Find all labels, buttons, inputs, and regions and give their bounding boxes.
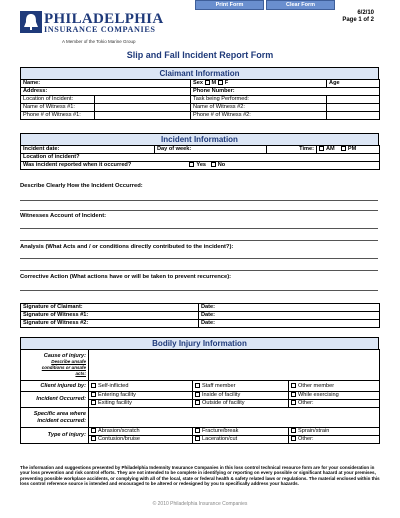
day-of-week-field[interactable]: Day of week: xyxy=(155,146,267,154)
address-field[interactable]: Address: xyxy=(21,88,191,96)
claimant-signature-field[interactable]: Signature of Claimant: xyxy=(21,304,199,312)
staff-member-option[interactable] xyxy=(193,381,289,392)
cause-sub1: Describe unsafe xyxy=(51,359,86,364)
pm-label: PM xyxy=(347,146,357,153)
abrasion-label: Abrasion/scratch xyxy=(98,428,140,435)
corrective-question: Corrective Action (What actions have or will be taken to prevent recurrence): xyxy=(20,274,232,280)
ampm-field xyxy=(317,146,380,154)
page-title: Slip and Fall Incident Report Form xyxy=(126,50,274,60)
contusion-label: Contusion/bruise xyxy=(98,436,140,443)
cause-of-injury-input[interactable] xyxy=(89,350,380,381)
exiting-label: Exiting facility xyxy=(98,400,132,407)
contusion-checkbox[interactable] xyxy=(91,436,96,441)
time-field[interactable]: Time: xyxy=(267,146,317,154)
witness2-signature-field[interactable]: Signature of Witness #2: xyxy=(21,320,199,328)
signature-table xyxy=(20,303,380,328)
staff-member-label: Staff member xyxy=(202,382,236,389)
cause-of-injury-label xyxy=(21,350,89,381)
phone-field[interactable]: Phone Number: xyxy=(191,88,380,96)
corrective-answer-line[interactable] xyxy=(20,290,378,291)
self-inflicted-checkbox[interactable] xyxy=(91,383,96,388)
type-other-option[interactable] xyxy=(289,436,380,444)
injured-by-label: Client injured by: xyxy=(21,381,89,392)
witness1-phone-input[interactable] xyxy=(95,112,191,120)
copyright-text: © 2010 Philadelphia Insurance Companies xyxy=(152,501,248,507)
describe-question: Describe Clearly How the Incident Occurred: xyxy=(20,183,143,189)
other-member-label: Other member xyxy=(298,382,335,389)
laceration-option[interactable] xyxy=(193,436,289,444)
entering-label: Entering facility xyxy=(98,392,136,399)
laceration-checkbox[interactable] xyxy=(195,436,200,441)
witness2-input[interactable] xyxy=(327,104,380,112)
witness2-signature-date[interactable]: Date: xyxy=(199,320,380,328)
form-date: 6/2/10 xyxy=(357,10,374,16)
analysis-answer-line[interactable] xyxy=(20,270,378,271)
witness2-phone-label: Phone # of Witness #2: xyxy=(191,112,327,120)
task-input[interactable] xyxy=(327,96,380,104)
claimant-section-header: Claimant Information xyxy=(20,67,379,80)
cause-label: Cause of injury: xyxy=(43,353,86,359)
liberty-bell-icon xyxy=(20,11,42,33)
analysis-question: Analysis (What Acts and / or conditions directly contributed to the incident?): xyxy=(20,244,234,250)
specific-area-input[interactable] xyxy=(89,408,380,428)
form-toolbar xyxy=(195,0,335,10)
contusion-option[interactable] xyxy=(89,436,193,444)
name-field[interactable]: Name: xyxy=(21,80,191,88)
outside-option[interactable] xyxy=(193,400,289,408)
location-label: Location of Incident: xyxy=(21,96,95,104)
page-number: Page 1 of 2 xyxy=(342,17,374,23)
occurred-other-checkbox[interactable] xyxy=(291,400,296,405)
sex-m-checkbox[interactable] xyxy=(205,80,210,85)
exercising-option[interactable] xyxy=(289,392,380,400)
outside-label: Outside of facility xyxy=(202,400,245,407)
witness2-phone-input[interactable] xyxy=(327,112,380,120)
type-other-checkbox[interactable] xyxy=(291,436,296,441)
other-member-option[interactable] xyxy=(289,381,380,392)
sex-m-label: M xyxy=(211,80,217,87)
reported-field xyxy=(21,162,380,170)
witness1-input[interactable] xyxy=(95,104,191,112)
witness1-signature-field[interactable]: Signature of Witness #1: xyxy=(21,312,199,320)
cause-sub3: acts: xyxy=(75,371,86,376)
witness1-signature-date[interactable]: Date: xyxy=(199,312,380,320)
clear-form-button[interactable]: Clear Form xyxy=(266,0,335,10)
witness2-label: Name of Witness #2: xyxy=(191,104,327,112)
witness-answer-line[interactable] xyxy=(20,240,378,241)
inside-option[interactable] xyxy=(193,392,289,400)
specific-area-label xyxy=(21,408,89,428)
reported-label: Was incident reported when it occurred? xyxy=(23,162,132,169)
brand-name: PHILADELPHIA xyxy=(44,11,164,27)
incident-section-header: Incident Information xyxy=(20,133,379,146)
injury-table xyxy=(20,349,380,444)
reported-yes-label: Yes xyxy=(196,162,207,169)
outside-checkbox[interactable] xyxy=(195,400,200,405)
exercising-label: While exercising xyxy=(298,392,339,399)
describe-answer-line[interactable] xyxy=(20,200,378,201)
claimant-table xyxy=(20,79,380,120)
laceration-label: Laceration/cut xyxy=(202,436,238,443)
cause-sub2: conditions or unsafe xyxy=(41,365,86,370)
sprain-option[interactable] xyxy=(289,428,380,436)
type-other-label: Other: xyxy=(298,436,314,443)
sprain-label: Sprain/strain xyxy=(298,428,330,435)
brand-member-line: A Member of the Tokio Marine Group xyxy=(62,39,136,44)
location-input[interactable] xyxy=(95,96,191,104)
self-inflicted-label: Self-inflicted xyxy=(98,382,129,389)
age-field[interactable]: Age xyxy=(327,80,380,88)
abrasion-checkbox[interactable] xyxy=(91,428,96,433)
specific-line1: Specific area where xyxy=(33,411,86,418)
witness1-label: Name of Witness #1: xyxy=(21,104,95,112)
exercising-checkbox[interactable] xyxy=(291,392,296,397)
analysis-answer-line[interactable] xyxy=(20,258,378,259)
pm-checkbox[interactable] xyxy=(341,146,346,151)
abrasion-option[interactable] xyxy=(89,428,193,436)
injury-section-header: Bodily Injury Information xyxy=(20,337,379,350)
claimant-signature-date[interactable]: Date: xyxy=(199,304,380,312)
brand-subtitle: INSURANCE COMPANIES xyxy=(44,25,156,34)
self-inflicted-option[interactable] xyxy=(89,381,193,392)
sex-f-label: F xyxy=(224,80,229,87)
witness-answer-line[interactable] xyxy=(20,228,378,229)
task-label: Task being Performed: xyxy=(191,96,327,104)
entering-checkbox[interactable] xyxy=(91,392,96,397)
disclaimer-text: The information and suggestions presented by Philadelphia Indemnity Insurance Companies in this loss control technical resource form are for your consideration in your loss prevention and risk control efforts. They are not intended to be complete in identifying or reporting on every possible or significant hazard at your premises, preventing possible workplace accidents, or complying with all of the local, state or federal health & safety related laws or regulations. The material enclosed within this loss control reference source is intended and encouraged to be altered or redesigned by you to specifically address your hazards. xyxy=(20,465,380,487)
reported-yes-checkbox[interactable] xyxy=(189,162,194,167)
type-of-injury-label: Type of injury: xyxy=(21,428,89,444)
am-label: AM xyxy=(326,146,335,153)
sex-f-checkbox[interactable] xyxy=(218,80,223,85)
occurred-other-label: Other: xyxy=(298,400,314,407)
staff-member-checkbox[interactable] xyxy=(195,383,200,388)
inside-checkbox[interactable] xyxy=(195,392,200,397)
exiting-checkbox[interactable] xyxy=(91,400,96,405)
fracture-label: Fracture/break xyxy=(202,428,239,435)
reported-no-checkbox[interactable] xyxy=(211,162,216,167)
form-meta xyxy=(340,10,374,24)
describe-answer-line[interactable] xyxy=(20,210,378,211)
sex-field xyxy=(191,80,327,88)
exiting-option[interactable] xyxy=(89,400,193,408)
fracture-option[interactable] xyxy=(193,428,289,436)
other-member-checkbox[interactable] xyxy=(291,383,296,388)
incident-occurred-label: Incident Occurred: xyxy=(21,392,89,408)
specific-line2: incident occurred: xyxy=(37,417,86,424)
entering-option[interactable] xyxy=(89,392,193,400)
incident-date-field[interactable]: Incident date: xyxy=(21,146,155,154)
inside-label: Inside of facility xyxy=(202,392,241,399)
am-checkbox[interactable] xyxy=(319,146,324,151)
witness1-phone-label: Phone # of Witness #1: xyxy=(21,112,95,120)
fracture-checkbox[interactable] xyxy=(195,428,200,433)
sex-label: Sex xyxy=(193,80,203,87)
print-form-button[interactable]: Print Form xyxy=(195,0,264,10)
witness-account-question: Witnesses Account of Incident: xyxy=(20,213,107,219)
sprain-checkbox[interactable] xyxy=(291,428,296,433)
incident-location-field[interactable]: Location of incident? xyxy=(21,154,380,162)
reported-no-label: No xyxy=(217,162,226,169)
occurred-other-option[interactable] xyxy=(289,400,380,408)
incident-table xyxy=(20,145,380,170)
